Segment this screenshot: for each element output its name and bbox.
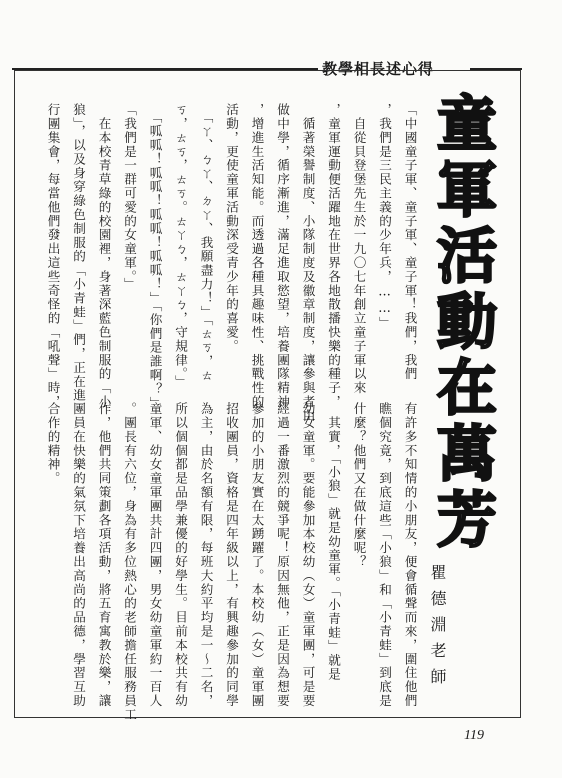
text-column: 「中國童子軍、童子軍、童子軍！我們，我們 (402, 103, 418, 381)
text-column: 「ㄚ、ㄅㄚ、ㄉㄚ、我願盡力！」「ㄊㄎ，ㄊ (198, 103, 214, 383)
text-column: 團員在快樂的氣氛下培養出高尚的品德，學習互助 (71, 402, 86, 708)
text-column: 在本校青草綠的校園裡，身著深藍色制服的「小 (96, 103, 112, 409)
text-column: ，我們是三民主義的少年兵，……」 (377, 103, 392, 331)
section-header: 教學相長述心得 (322, 60, 435, 78)
text-column: 所以個個都是品學兼優的好學生。目前本校共有幼 (173, 402, 188, 708)
text-column: 「呱呱！呱呱！呱呱！呱呱！」「你們是誰啊？」 (147, 103, 163, 411)
text-column: 狼」，以及身穿綠色制服的「小青蛙」們，正在進 (71, 103, 86, 403)
text-column: 活動，更使童軍活動深受青少年的喜愛。 (224, 103, 239, 354)
text-column: 招收團員，資格是四年級以上，有興趣參加的同學 (224, 402, 239, 708)
text-column: 什麼？他們又在做什麼呢？ (351, 402, 367, 569)
text-column: 自從貝登堡先生於一九〇七年創立童子軍以來 (351, 103, 367, 395)
text-column: 合作的精神。 (45, 402, 61, 486)
text-column: 參加的小朋友實在太踴躍了。本校幼（女）童軍團 (249, 402, 265, 708)
text-column: 瞧個究竟，到底這些「小狼」和「小青蛙」到底是 (377, 402, 392, 708)
text-column: ㄎ，ㄊㄎ，ㄊㄎ。ㄊㄚㄅ，ㄊㄚㄅ，守規律。」 (173, 103, 188, 389)
article-title: 童軍活動在萬芳 (427, 92, 497, 554)
text-column: 行團集會，每當他們發出這些奇怪的「吼聲」時， (45, 103, 61, 409)
page-number: 119 (464, 728, 484, 743)
text-column: ，增進生活知能。而透過各種具趣味性、挑戰性的 (249, 103, 265, 409)
text-column: 有許多不知情的小朋友，便會循聲而來，圍住他們 (402, 402, 418, 708)
text-column: 「我們是一群可愛的女童軍。」 (122, 103, 137, 292)
article-section-2 (40, 402, 423, 722)
text-column: 作，他們共同策劃各項活動，將五育寓教於樂，讓 (96, 402, 112, 708)
text-column: ，童軍運動便活躍地在世界各地散播快樂的種子， (326, 103, 341, 409)
text-column: 。團長有六位，身為有多位熱心的老師擔任服務員工 (122, 402, 137, 722)
text-column: 經過一番激烈的競爭呢！原因無他，正是因為想要 (275, 402, 290, 708)
author-name: 瞿德淵老師 (428, 564, 447, 694)
text-column: 幼女童軍。要能參加本校幼（女）童軍團，可是要 (300, 402, 316, 708)
text-column: 為主，由於名額有限，每班大約平均是一～二名， (198, 402, 214, 708)
text-column: 做中學，循序漸進，滿足進取慾望，培養團隊精神 (275, 103, 290, 409)
text-column: 循著榮譽制度、小隊制度及徽章制度，讓參與者由 (300, 103, 316, 423)
text-column: 其實，「小狼」就是幼童軍。「小青蛙」就是 (326, 402, 341, 682)
text-column: 童軍、幼女童軍團共計四團，男女幼童軍約一百人 (147, 402, 163, 708)
